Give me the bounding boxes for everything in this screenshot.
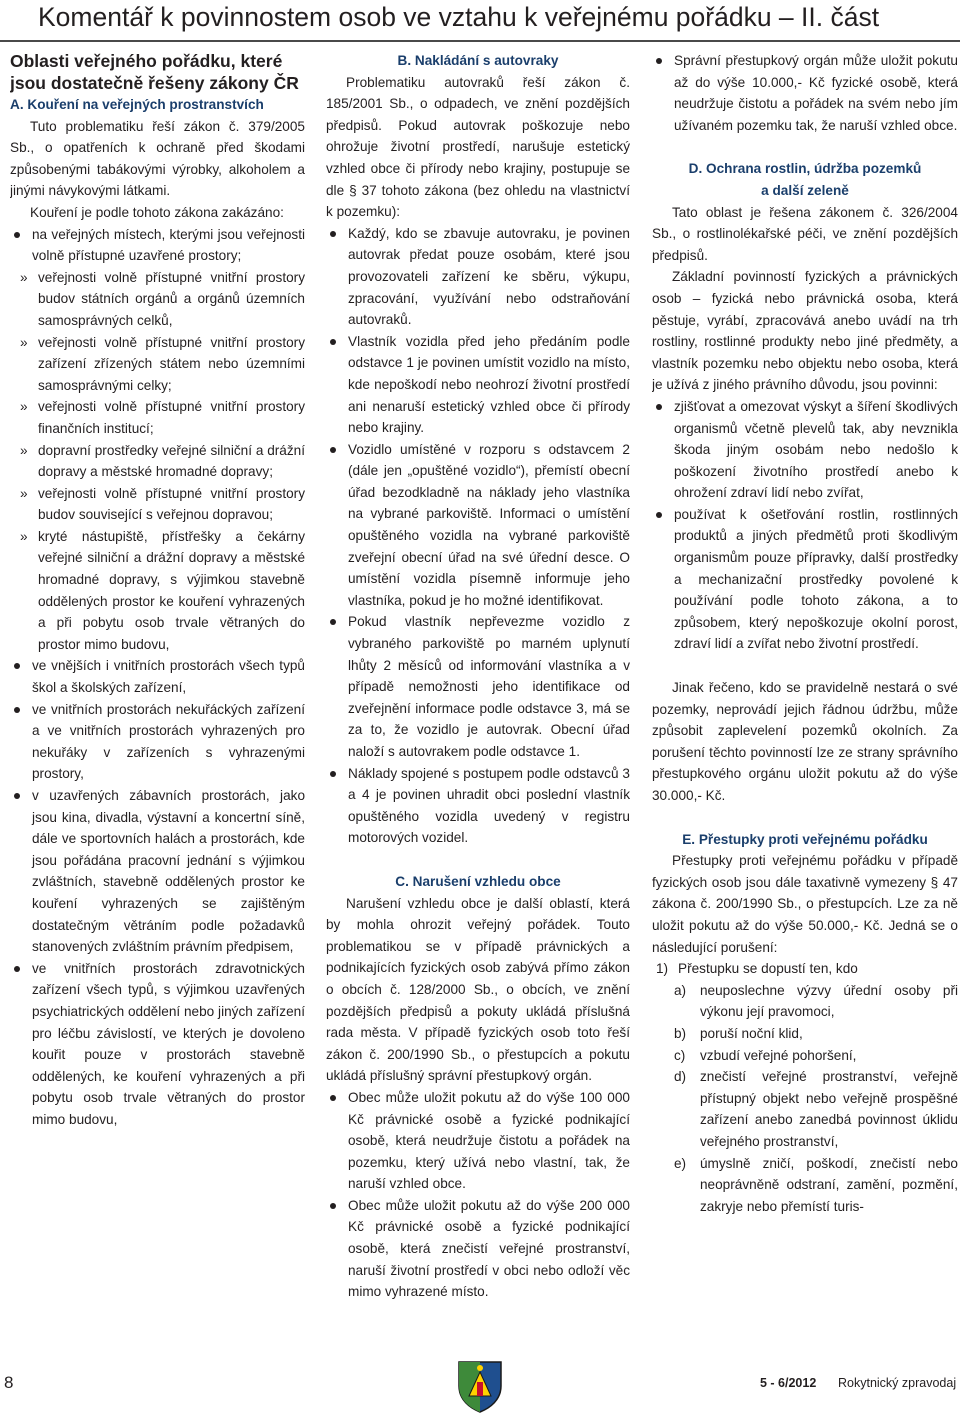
column-middle	[326, 50, 630, 1375]
spacer	[652, 807, 958, 829]
sub-list-item: » kryté nástupiště, přístřešky a čekárny veřejné silniční a drážní dopravy a městské hromadné dopravy, s výjimkou stavebně oddělených prostor ke kouření vyhrazených a při pobytu osob trvale větraných do prostor mimo budovu,	[10, 526, 305, 656]
lettered-item	[652, 1023, 958, 1045]
block-title: Oblasti veřejného pořádku, které jsou dostatečně řešeny zákony ČR	[10, 51, 299, 93]
list-item: Každý, kdo se zbavuje autovraku, je povinen autovrak předat pouze osobám, které jsou provozovateli zařízení ke sběru, výkupu, zpracování, využívání nebo odstraňování autovraků.	[326, 223, 630, 331]
bullet-list	[652, 50, 958, 136]
bullet-list	[10, 655, 305, 1130]
page-title: Komentář k povinnostem osob ve vztahu k veřejnému pořádku – II. část	[38, 2, 880, 32]
letter-marker: a)	[674, 982, 687, 998]
section-a-heading: A. Kouření na veřejných prostranstvích	[10, 97, 264, 112]
bullet-list	[326, 223, 630, 849]
paragraph: Základní povinností fyzických a právnických osob – fyzická nebo právnická osoba, která pěstuje, vyrábí, zpracovává anebo uvádí na trh rostliny, rostlinné produkty nebo jiné předměty, a vlastník pozemku nebo objektu nebo osoba, která je užívá z jiného právního důvodu, jsou povinni:	[652, 269, 958, 393]
lettered-item	[652, 1153, 958, 1218]
sub-list-item: » veřejnosti volně přístupné vnitřní prostory budov státních orgánů a orgánů územních samosprávných celků,	[10, 267, 305, 332]
lettered-text: znečistí veřejné prostranství, veřejně přístupný objekt nebo veřejně prospěšné zařízení anebo zanedbá povinnost úklidu veřejného prostranství,	[700, 1069, 958, 1149]
magazine-name: Rokytnický zpravodaj	[838, 1376, 957, 1390]
list-item: v uzavřených zábavních prostorách, jako jsou kina, divadla, výstavní a koncertní síně, dále ve sportovních halách a prostorách, kde jsou pořádána pracovní jednání s výjimkou zvláštních, stavebně oddělených prostor ke kouření vyhrazených se zajištěným dostatečným větráním podle požadavků stanovených zvláštním právním předpisem,	[10, 785, 305, 958]
lettered-text: úmyslně zničí, poškodí, znečistí nebo neoprávněně odstraní, zamění, pozmění, zakryje nebo přemístí turis-	[700, 1155, 958, 1214]
letter-marker: b)	[674, 1025, 687, 1041]
lettered-item	[652, 980, 958, 1023]
list-item: zjišťovat a omezovat výskyt a šíření škodlivých organismů včetně plevelů tak, aby nevznikla škoda jiným osobám nebo nedošlo k poškození životního prostředí anebo k ohrožení zdraví lidí nebo zvířat,	[652, 396, 958, 504]
list-item: Pokud vlastník nepřevezme vozidlo z vybraného parkoviště po marném uplynutí lhůty 2 měsíců od informování vlastníka a v případě nemožnosti jeho identifikace od zveřejnění informace podle odstavce 3, má se za to, že vozidlo je autovrak. Obecní úřad naloží s autovrakem podle odstavce 1.	[326, 611, 630, 762]
paragraph: Kouření je podle tohoto zákona zakázáno:	[30, 204, 284, 220]
numbered-text: Přestupku se dopustí ten, kdo	[678, 961, 858, 977]
paragraph: Tato oblast je řešena zákonem č. 326/2004 Sb., o rostlinolékařské péči, ve znění pozdějších předpisů.	[652, 204, 958, 263]
lettered-text: poruší noční klid,	[700, 1025, 803, 1041]
bullet-list	[326, 1087, 630, 1303]
sub-list-item: » veřejnosti volně přístupné vnitřní prostory finančních institucí;	[10, 396, 305, 439]
issue-number: 5 - 6/2012	[760, 1376, 817, 1390]
list-item: ve vnitřních prostorách nekuřáckých zařízení a ve vnitřních prostorách vyhrazených pro nekuřáky v zařízeních s vyhrazenými prostory,	[10, 699, 305, 785]
list-item: ve vnitřních prostorách zdravotnických zařízení všech typů, s výjimkou uzavřených psychiatrických oddělení nebo jiných zařízení pro léčbu závislostí, ve kterých je dovoleno kouřit pouze v prostorách stavebně oddělených, ke kouření vyhrazených a při pobytu osob trvale větraných do prostor mimo budovu,	[10, 958, 305, 1131]
spacer	[326, 849, 630, 871]
letter-marker: c)	[674, 1047, 686, 1063]
sub-list	[10, 267, 305, 656]
paragraph: Narušení vzhledu obce je další oblastí, která by mohla ohrozit veřejný pořádek. Touto problematikou se v případě právnických a podnikajících fyzických osob zabývá přímo zákon o obcích č. 128/2000 Sb., o obcích, ve znění pozdějších předpisů a pokuty ukládá příslušná rada města. V případě fyzických osob toto řeší zákon č. 200/1990 Sb., o přestupcích a pokutu ukládá příslušný správní přestupkový orgán.	[326, 895, 630, 1084]
bullet-list	[10, 224, 305, 267]
paragraph: Jinak řečeno, kdo se pravidelně nestará o své pozemky, neprovádí jejich řádnou údržbu, může způsobit zaplevelení pozemků okolních. Za porušení těchto povinností lze ze strany správního přestupkového orgánu uložit pokutu až do výše 30.000,- Kč.	[652, 680, 958, 803]
list-item: Vlastník vozidla před jeho předáním podle odstavce 1 je povinen umístit vozidlo na místo, kde nepoškodí nebo neohrozí životní prostředí ani nenaruší estetický vzhled obce či přírody nebo krajiny.	[326, 331, 630, 439]
list-item: Náklady spojené s postupem podle odstavců 3 a 4 je povinen uhradit obci poslední vlastník opuštěného vozidla uvedený v registru motorových vozidel.	[326, 763, 630, 849]
section-e-heading: E. Přestupky proti veřejnému pořádku	[682, 831, 928, 847]
paragraph: Problematiku autovraků řeší zákon č. 185/2001 Sb., o odpadech, ve znění pozdějších předpisů. Pokud autovrak poškozuje nebo ohrožuje životní prostředí, narušuje estetický vzhled obce či přírody nebo krajiny, postupuje se dle § 37 tohoto zákona (bez ohledu na vlastnictví k pozemku):	[326, 74, 630, 220]
lettered-list	[652, 980, 958, 1218]
page-number: 8	[4, 1373, 14, 1392]
town-emblem-icon	[455, 1358, 505, 1413]
numbered-item	[652, 958, 958, 980]
section-c-heading: C. Narušení vzhledu obce	[395, 873, 561, 889]
numbered-list	[652, 958, 958, 980]
list-item: používat k ošetřování rostlin, rostlinných produktů a jiných předmětů proti škodlivým organismům pouze přípravky, další prostředky a mechanizační prostředky povolené k používání podle tohoto zákona, a to způsobem, který nepoškozuje okolní porost, zdraví lidí a zvířat nebo životní prostředí.	[652, 504, 958, 655]
spacer	[652, 655, 958, 677]
sub-list-item: » veřejnosti volně přístupné vnitřní prostory zařízení zřízených státem nebo územními samosprávnými celky;	[10, 332, 305, 397]
sub-list-item: » veřejnosti volně přístupné vnitřní prostory budov související s veřejnou dopravou;	[10, 483, 305, 526]
lettered-item	[652, 1045, 958, 1067]
letter-marker: e)	[674, 1155, 687, 1171]
paragraph: Přestupky proti veřejnému pořádku v případě fyzických osob jsou dále taxativně vymezeny § 47 zákona č. 200/1990 Sb., o přestupcích. Lze za ně uložit pokutu až do výše 50.000,- Kč. Jedná se o následující porušení:	[652, 853, 958, 955]
lettered-item	[652, 1066, 958, 1152]
page-header	[0, 0, 960, 42]
spacer	[652, 136, 958, 158]
list-item: Obec může uložit pokutu až do výše 200 000 Kč právnické osobě a fyzické podnikající osobě, která znečistí veřejné prostranství, naruší životní prostředí v obci nebo odloží věc mimo vyhrazené místo.	[326, 1195, 630, 1303]
section-d-heading-line2: a další zeleně	[761, 182, 849, 198]
lettered-text: vzbudí veřejné pohoršení,	[700, 1047, 857, 1063]
list-item	[10, 224, 305, 267]
letter-marker: d)	[674, 1069, 687, 1085]
list-item: Správní přestupkový orgán může uložit pokutu až do výše 10.000,- Kč fyzické osobě, která neudržuje čistotu a pořádek na svém nebo jím užívaném pozemku tak, že naruší vzhled obce.	[652, 50, 958, 136]
sub-list-item: » dopravní prostředky veřejné silniční a drážní dopravy a městské hromadné dopravy;	[10, 440, 305, 483]
list-item-text: na veřejných místech, kterými jsou veřejnosti volně přístupné uzavřené prostory;	[32, 226, 305, 264]
column-right	[652, 50, 958, 1375]
list-item: Obec může uložit pokutu až do výše 100 000 Kč právnické osobě a fyzické podnikající osobě, která neudržuje čistotu a pořádek na pozemku, který užívá nebo vlastní, tak, že naruší vzhled obce.	[326, 1087, 630, 1195]
numbered-marker: 1)	[656, 961, 669, 977]
section-b-heading: B. Nakládání s autovraky	[397, 53, 559, 68]
paragraph: Tuto problematiku řeší zákon č. 379/2005 Sb., o opatřeních k ochraně před škodami způsobenými tabákovými výrobky, alkoholem a jinými návykovými látkami.	[10, 118, 305, 199]
list-item: ve vnějších i vnitřních prostorách všech typů škol a školských zařízení,	[10, 655, 305, 698]
section-d-heading: D. Ochrana rostlin, údržba pozemků	[688, 161, 922, 177]
column-left	[10, 50, 305, 1375]
bullet-list	[652, 396, 958, 655]
list-item: Vozidlo umístěné v rozporu s odstavcem 2 (dále jen „opuštěné vozidlo“), přemístí obecní úřad bezodkladně na náklady jeho vlastníka na vybrané parkoviště. Informaci o umístění opuštěného vozidla na vybrané parkoviště zveřejní obecní úřad na své úřední desce. O umístění vozidla písemně informuje jeho vlastníka, pokud je ho možné identifikovat.	[326, 439, 630, 612]
lettered-text: neuposlechne výzvy úřední osoby při výkonu její pravomoci,	[700, 982, 958, 1020]
